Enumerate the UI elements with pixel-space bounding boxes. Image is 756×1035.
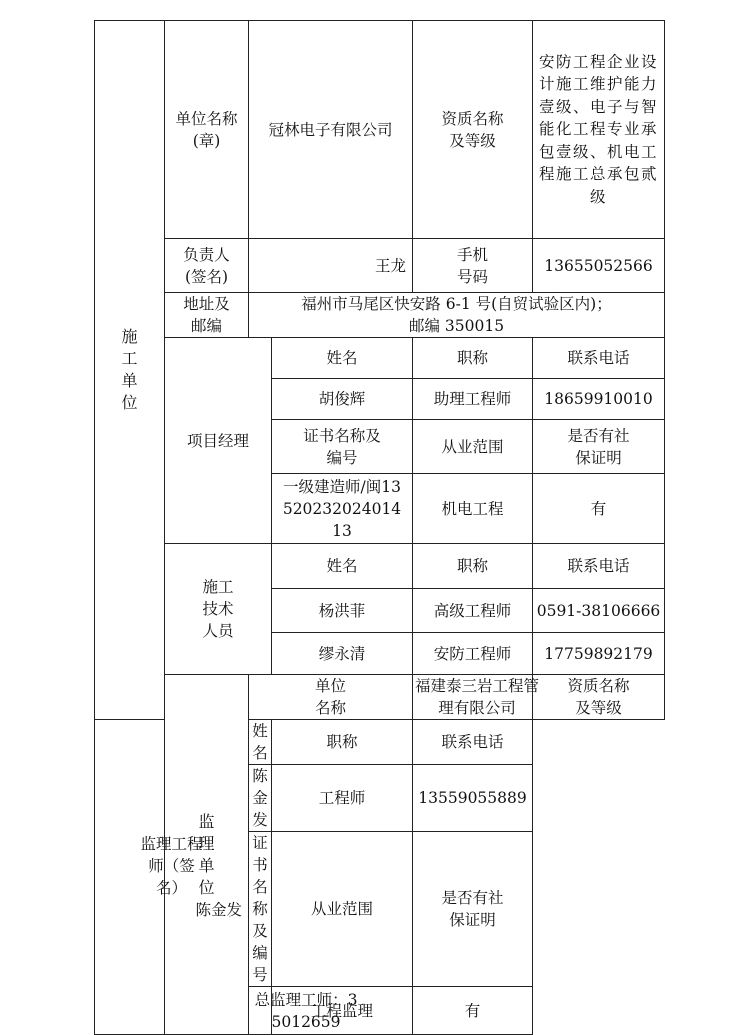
tech-header-phone: 联系电话	[533, 544, 665, 589]
responsible-label: 负责人(签名)	[165, 239, 249, 293]
sup-cert-value: 总监理工师：35012659	[249, 987, 272, 1035]
pm-scope-value: 机电工程	[413, 474, 533, 544]
sup-engineer-signature: 陈金发	[195, 901, 242, 919]
qualification-value: 安防工程企业设计施工维护能力壹级、电子与智能化工程专业承包壹级、机电工程施工总承包贰级	[533, 21, 665, 239]
unit-name-label: 单位名称(章)	[165, 21, 249, 239]
responsible-value: 王龙	[249, 239, 413, 293]
sup-name: 陈金发	[249, 765, 272, 832]
supervision-section-label: 监理单位	[165, 675, 249, 1035]
sup-unit-name-value: 福建泰三岩工程管理有限公司	[413, 675, 533, 720]
sup-scope-header: 从业范围	[272, 832, 413, 987]
sup-scope-value: 工程监理	[272, 987, 413, 1035]
tech-header-title: 职称	[413, 544, 533, 589]
address-line1: 福州市马尾区快安路 6-1 号(自贸试验区内)；	[301, 295, 612, 313]
construction-section-label: 施工单位	[95, 21, 165, 720]
sup-header-phone: 联系电话	[413, 720, 533, 765]
pm-name: 胡俊辉	[272, 379, 413, 420]
sup-cert-header: 证书名称及编号	[249, 832, 272, 987]
sup-engineer-label: 监理工程师（签名） 陈金发	[95, 720, 249, 1035]
tech-person-phone: 17759892179	[533, 633, 665, 675]
tech-person-title: 高级工程师	[413, 589, 533, 633]
pm-cert-value: 一级建造师/闽1352023202401413	[272, 474, 413, 544]
pm-title: 助理工程师	[413, 379, 533, 420]
pm-cert-header: 证书名称及编号	[272, 420, 413, 474]
pm-scope-header: 从业范围	[413, 420, 533, 474]
address-line2: 邮编 350015	[408, 317, 505, 335]
qualification-label: 资质名称及等级	[413, 21, 533, 239]
pm-social-header: 是否有社保证明	[533, 420, 665, 474]
sup-social-header: 是否有社保证明	[413, 832, 533, 987]
tech-person-name: 缪永清	[272, 633, 413, 675]
pm-social-value: 有	[533, 474, 665, 544]
pm-header-phone: 联系电话	[533, 338, 665, 379]
tech-label: 施工技术人员	[165, 544, 272, 675]
address-label: 地址及邮编	[165, 293, 249, 338]
address-value	[249, 293, 665, 338]
pm-header-name: 姓名	[272, 338, 413, 379]
sup-social-value: 有	[413, 987, 533, 1035]
sup-qualification-label: 资质名称及等级	[533, 675, 665, 720]
sup-phone: 13559055889	[413, 765, 533, 832]
pm-label: 项目经理	[165, 338, 272, 544]
tech-person-phone: 0591-38106666	[533, 589, 665, 633]
sup-title: 工程师	[272, 765, 413, 832]
unit-name-value: 冠林电子有限公司	[249, 21, 413, 239]
tech-header-name: 姓名	[272, 544, 413, 589]
tech-person-name: 杨洪菲	[272, 589, 413, 633]
tech-person-title: 安防工程师	[413, 633, 533, 675]
sup-unit-name-label: 单位名称	[249, 675, 413, 720]
sup-header-title: 职称	[272, 720, 413, 765]
sup-header-name: 姓名	[249, 720, 272, 765]
info-table	[94, 20, 665, 1035]
pm-phone: 18659910010	[533, 379, 665, 420]
mobile-value: 13655052566	[533, 239, 665, 293]
mobile-label: 手机号码	[413, 239, 533, 293]
pm-header-title: 职称	[413, 338, 533, 379]
